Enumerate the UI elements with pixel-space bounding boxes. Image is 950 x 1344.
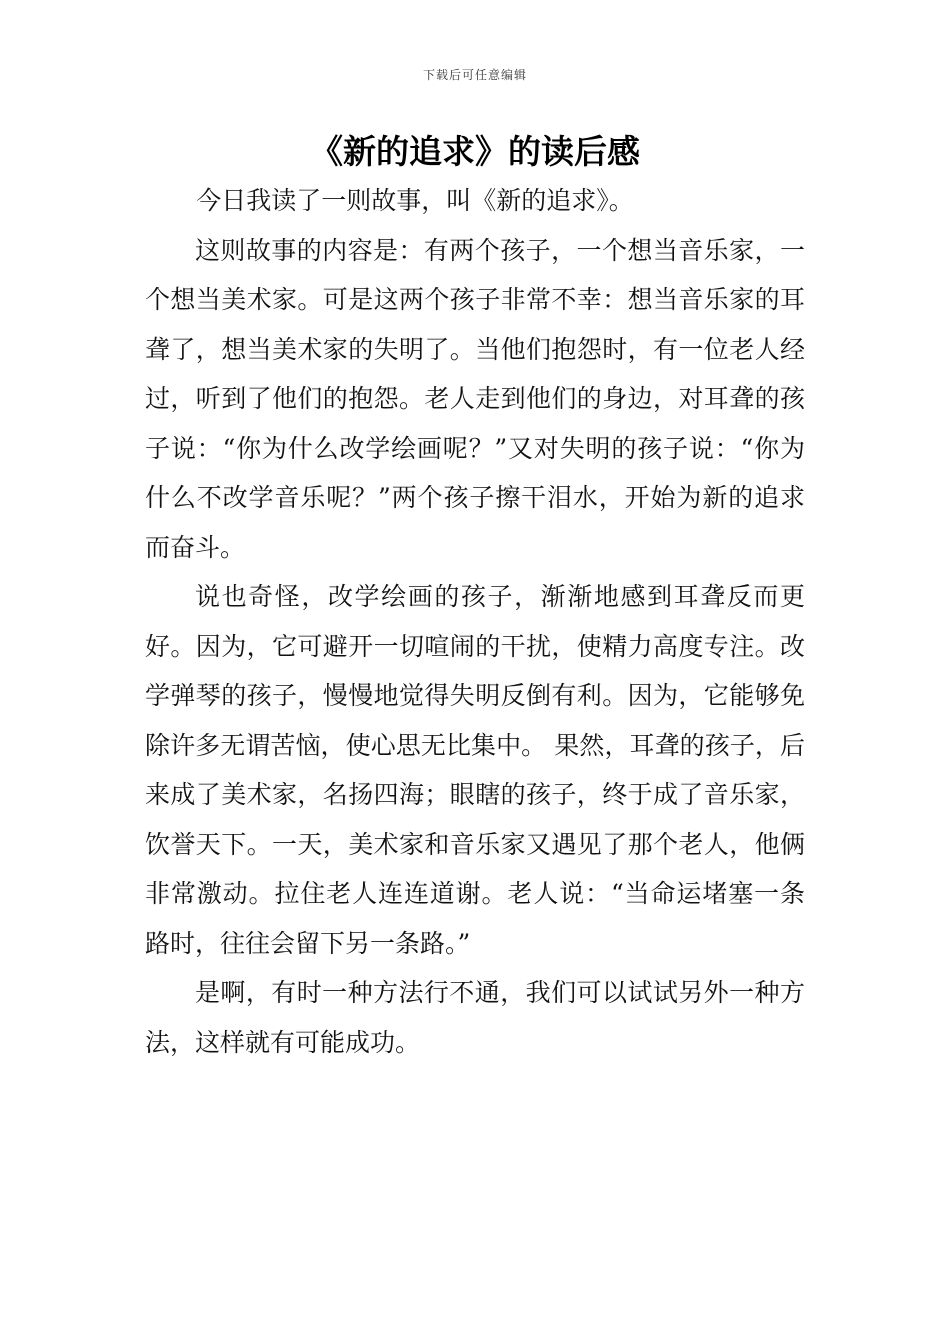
- document-title: 《新的追求》的读后感: [310, 132, 640, 171]
- paragraph-intro: 今日我读了一则故事，叫《新的追求》。: [196, 186, 634, 215]
- paragraph-outcome: 说也奇怪，改学绘画的孩子，渐渐地感到耳聋反而更好。因为，它可避开一切喧闹的干扰，使精力高度专注。改学弹琴的孩子，慢慢地觉得失明反倒有利。因为，它能够免除许多无谓苦恼，使心思无比集中。 果然，耳聋的孩子，后来成了美术家，名扬四海；眼瞎的孩子，终于成了音乐家，饮誉天下。一天，美术家和音乐家又遇见了那个老人，他俩非常激动。拉住老人连连道谢。老人说：“当命运堵塞一条路时，往往会留下另一条路。”: [145, 582, 805, 958]
- paragraph-conclusion: 是啊，有时一种方法行不通，我们可以试试另外一种方法，这样就有可能成功。: [145, 978, 805, 1057]
- document-body: [145, 176, 805, 1067]
- paragraph-story: 这则故事的内容是：有两个孩子，一个想当音乐家，一个想当美术家。可是这两个孩子非常不幸：想当音乐家的耳聋了，想当美术家的失明了。当他们抱怨时，有一位老人经过，听到了他们的抱怨。老人走到他们的身边，对耳聋的孩子说：“你为什么改学绘画呢？”又对失明的孩子说：“你为什么不改学音乐呢？”两个孩子擦干泪水，开始为新的追求而奋斗。: [145, 235, 805, 562]
- page-header-note: 下载后可任意编辑: [422, 68, 527, 82]
